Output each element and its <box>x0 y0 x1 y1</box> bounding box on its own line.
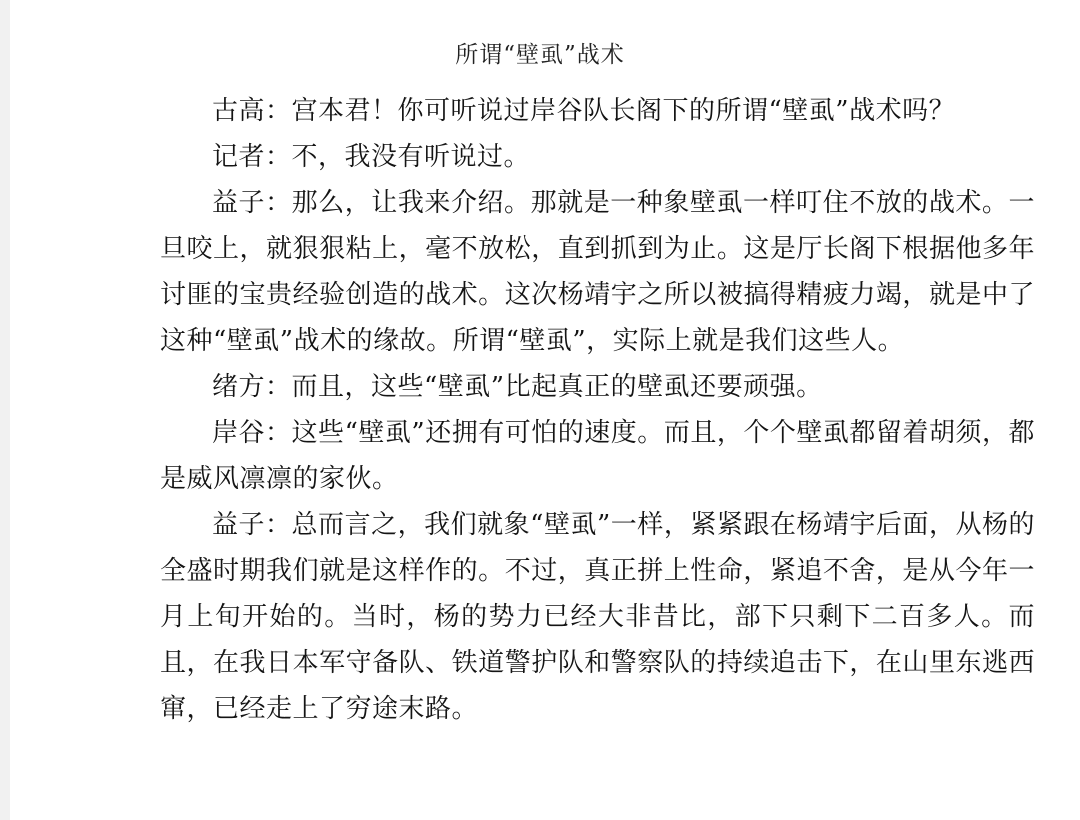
body-text <box>160 88 1035 732</box>
paragraph-6: 益子：总而言之，我们就象“壁虱”一样，紧紧跟在杨靖宇后面，从杨的全盛时期我们就是这样作的。不过，真正拼上性命，紧追不舍，是从今年一月上旬开始的。当时，杨的势力已经大非昔比，部下只剩下二百多人。而且，在我日本军守备队、铁道警护队和警察队的持续追击下，在山里东逃西窜，已经走上了穷途末路。 <box>160 510 1035 724</box>
paragraph-5: 岸谷：这些“壁虱”还拥有可怕的速度。而且，个个壁虱都留着胡须，都是威风凛凛的家伙。 <box>160 418 1035 494</box>
page-title: 所谓“壁虱”战术 <box>455 42 625 68</box>
paragraph-4: 绪方：而且，这些“壁虱”比起真正的壁虱还要顽强。 <box>212 372 823 402</box>
paragraph-2: 记者：不，我没有听说过。 <box>212 142 531 172</box>
paragraph-1: 古高：宫本君！你可听说过岸谷队长阁下的所谓“壁虱”战术吗？ <box>212 96 956 126</box>
paragraph-3: 益子：那么，让我来介绍。那就是一种象壁虱一样叮住不放的战术。一旦咬上，就狠狠粘上，毫不放松，直到抓到为止。这是厅长阁下根据他多年讨匪的宝贵经验创造的战术。这次杨靖宇之所以被搞得精疲力竭，就是中了这种“壁虱”战术的缘故。所谓“壁虱”，实际上就是我们这些人。 <box>160 188 1035 356</box>
